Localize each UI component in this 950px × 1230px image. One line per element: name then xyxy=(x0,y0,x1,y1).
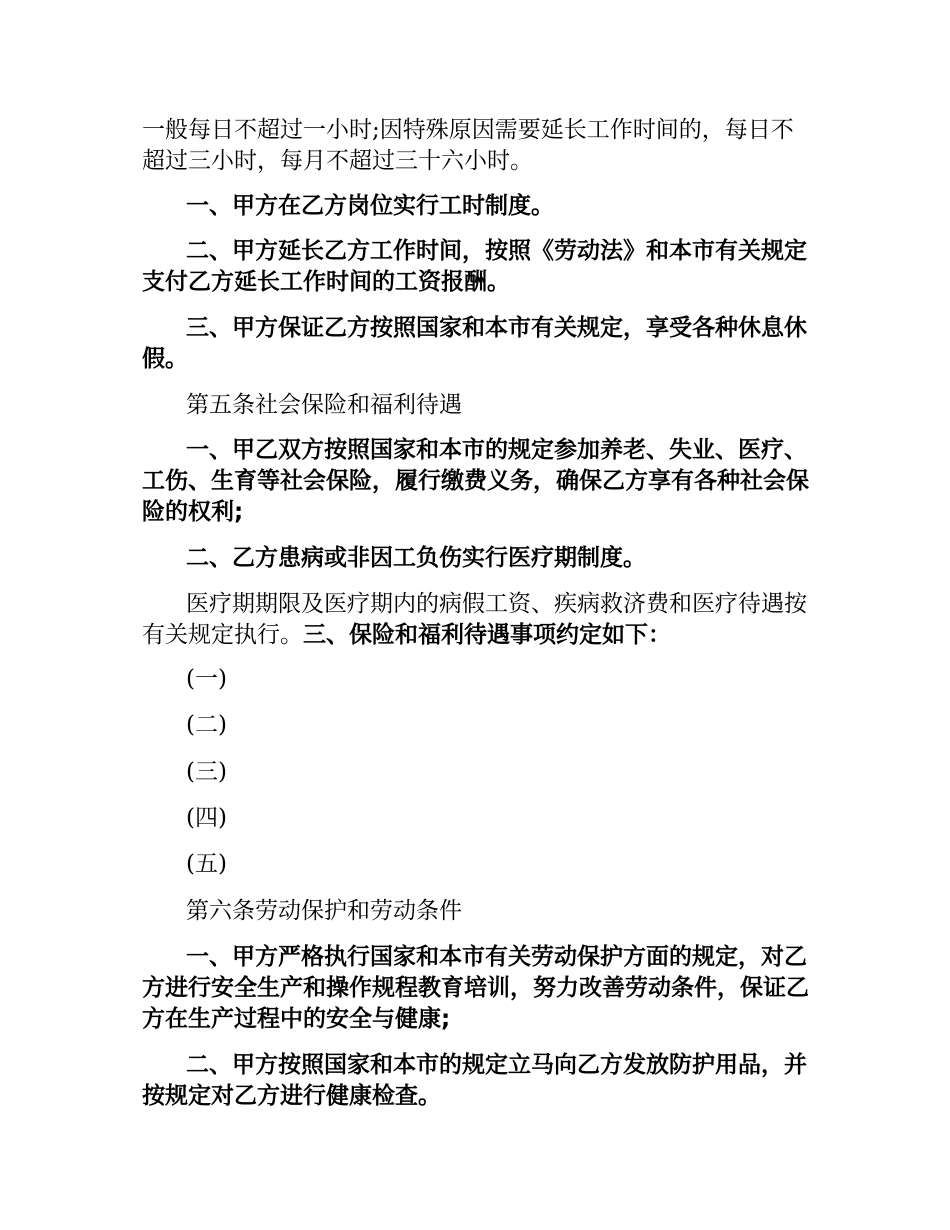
section-heading-article-5: 第五条社会保险和福利待遇 xyxy=(186,392,462,418)
list-item-blank-3: (三) xyxy=(186,759,227,785)
paragraph-overtime-pay: 二、甲方延长乙方工作时间，按照《劳动法》和本市有关规定支付乙方延长工作时间的工资报酬。 xyxy=(142,238,807,295)
paragraph-rest-and-leave: 三、甲方保证乙方按照国家和本市有关规定，享受各种休息休假。 xyxy=(142,315,807,372)
insurance-benefits-clause: 三、保险和福利待遇事项约定如下： xyxy=(303,622,671,648)
paragraph-working-hours-system: 一、甲方在乙方岗位实行工时制度。 xyxy=(186,193,554,219)
paragraph-medical-period: 二、乙方患病或非因工负伤实行医疗期制度。 xyxy=(186,545,646,571)
paragraph-labor-protection: 一、甲方严格执行国家和本市有关劳动保护方面的规定，对乙方进行安全生产和操作规程教育培训，努力改善劳动条件，保证乙方在生产过程中的安全与健康; xyxy=(142,944,809,1032)
paragraph-overtime-limits: 一般每日不超过一小时;因特殊原因需要延长工作时间的，每日不超过三小时，每月不超过三十六小时。 xyxy=(142,117,794,174)
section-heading-article-6: 第六条劳动保护和劳动条件 xyxy=(186,898,462,924)
list-item-blank-5: (五) xyxy=(186,851,227,877)
paragraph-protective-equipment: 二、甲方按照国家和本市的规定立马向乙方发放防护用品，并按规定对乙方进行健康检查。 xyxy=(142,1052,807,1109)
paragraph-medical-leave-pay xyxy=(142,589,814,651)
paragraph-social-insurance: 一、甲乙双方按照国家和本市的规定参加养老、失业、医疗、工伤、生育等社会保险，履行缴费义务，确保乙方享有各种社会保险的权利; xyxy=(142,437,809,525)
list-item-blank-1: (一) xyxy=(186,666,227,692)
medical-leave-text: 医疗期期限及医疗期内的病假工资、疾病救济费和医疗待遇按有关规定执行。 xyxy=(142,591,807,648)
list-item-blank-4: (四) xyxy=(186,805,227,831)
list-item-blank-2: (二) xyxy=(186,712,227,738)
